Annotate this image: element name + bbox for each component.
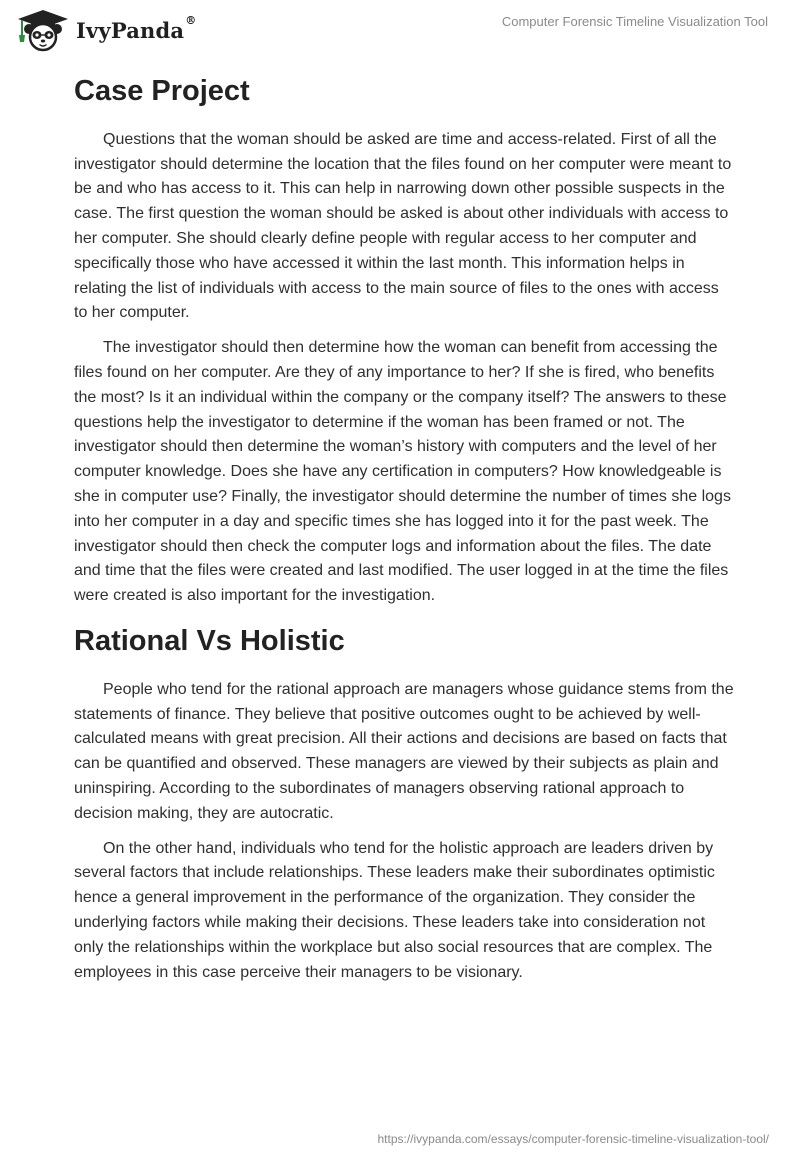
- panda-graduate-icon: [14, 8, 72, 52]
- paragraph: People who tend for the rational approach are managers whose guidance stems from the statements of finance. They believe that positive outcomes ought to be achieved by well-calculated means with great precision. All their actions and decisions are based on facts that can be quantified and observed. These managers are viewed by their subjects as plain and uninspiring. According to the subordinates of managers observing rational approach to decision making, they are autocratic.: [74, 680, 734, 822]
- paragraph: Questions that the woman should be asked are time and access-related. First of all the investigator should determine the location that the files found on her computer were meant to be and who has access to it. This can help in narrowing down other possible suspects in the case. The first question the woman should be asked is about other individuals with access to her computer. She should clearly define people with regular access to her computer and specifically those who have accessed it within the last month. This information helps in relating the list of individuals with access to the main source of files to the ones with access to her computer.: [74, 130, 732, 322]
- essay-content: [74, 70, 734, 995]
- section-heading-rational-vs-holistic: Rational Vs Holistic: [74, 624, 345, 657]
- source-url-link[interactable]: https://ivypanda.com/essays/computer-forensic-timeline-visualization-tool/: [377, 1132, 769, 1146]
- paragraph: On the other hand, individuals who tend for the holistic approach are leaders driven by several factors that include relationships. These leaders make their subordinates optimistic hence a general improvement in the performance of the organization. They consider the underlying factors while making their decisions. These leaders take into consideration not only the relationships within the workplace but also social resources that are complex. The employees in this case perceive their managers to be visionary.: [74, 839, 715, 981]
- page-header: [0, 0, 800, 62]
- paragraph: The investigator should then determine how the woman can benefit from accessing the files found on her computer. Are they of any importance to her? If she is fired, who benefits the most? Is it an individual within the company or the company itself? The answers to these questions help the investigator to determine if the woman has been framed or not. The investigator should then determine the woman’s history with computers and the level of her computer knowledge. Does she have any certification in computers? How knowledgeable is she in computer use? Finally, the investigator should determine the number of times she logs into her computer in a day and specific times she has logged into it for the past week. The investigator should then check the computer logs and information about the files. The date and time that the files were created and last modified. The user logged in at the time the files were created is also important for the investigation.: [74, 339, 731, 605]
- section-heading-case-project: Case Project: [74, 75, 250, 107]
- document-title: Computer Forensic Timeline Visualization Tool: [501, 14, 768, 29]
- brand-logo[interactable]: [14, 8, 196, 52]
- brand-name: IvyPanda®: [76, 13, 197, 43]
